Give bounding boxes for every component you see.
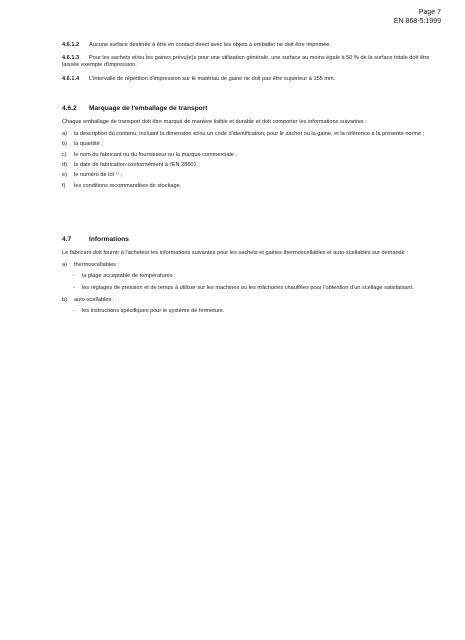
document-reference: EN 868-5:1999 (393, 17, 441, 25)
section-4-6-1-4 (62, 76, 447, 83)
section-4-7 (62, 236, 447, 316)
section-4-6-2 (62, 105, 447, 193)
list-item: f) les conditions recommandées de stockage. (62, 182, 182, 189)
marking-list (62, 131, 447, 190)
page-header (394, 9, 441, 26)
list-item: e) le numéro de lot ¹⁾ ; (62, 172, 123, 179)
section-intro: Chaque emballage de transport doit être marqué de manière lisible et durable et doit comporter les informations suivantes : (62, 119, 367, 126)
list-item: c) le nom du fabricant ou du fournisseur ou la marque commerciale ; (62, 151, 237, 158)
section-text: L'intervalle de répétition d'impression sur le matériau de gaine ne doit pas être supérieur à 155 mm. (89, 76, 336, 82)
sub-list-item: - les réglages de pression et de temps à utiliser sur les machines ou les mâchoires chauffées pour l'obtention d'un scellage satisfaisant. (73, 284, 414, 291)
section-number: 4.7 (62, 236, 72, 243)
sub-list-item: - la plage acceptable de températures ; (73, 273, 176, 280)
section-text: Aucune surface destinée à être en contact direct avec les objets à emballer ne doit être imprimée. (89, 42, 331, 48)
section-title: Marquage de l'emballage de transport (89, 105, 208, 112)
list-item-a: a) thermoscellables : (62, 261, 120, 268)
section-text: Pour les sachets et/ou les gaines prévu(e)s pour une utilisation générale, une surface au moins égale à 50 % de la surface totale doit être laissée exempte d'impression. (62, 55, 430, 69)
section-number: 4.6.1.3 (62, 55, 80, 61)
section-heading (62, 105, 447, 112)
section-number: 4.6.1.4 (62, 76, 80, 82)
section-number: 4.6.2 (62, 105, 77, 112)
list-item-b: b) auto-scellables : (62, 297, 115, 304)
section-heading (62, 236, 447, 243)
list-item: a) la description du contenu, incluant la dimension et/ou un code d'identification, pour le sachet ou la gaine, et la référence à la présente norme ; (62, 130, 425, 137)
section-4-6-1-2 (62, 42, 447, 49)
page-number: Page 7 (418, 9, 441, 16)
sub-list-item: - les instructions spécifiques pour le système de fermeture. (73, 308, 225, 315)
section-number: 4.6.1.2 (62, 42, 80, 48)
section-title: Informations (89, 236, 129, 243)
section-4-6-1-3 (62, 55, 447, 70)
list-item: b) la quantité ; (62, 141, 103, 148)
list-item: d) la date de fabrication conformément à l'EN 28601 ; (62, 162, 200, 169)
section-intro: Le fabricant doit fournir à l'acheteur les informations suivantes pour les sachets et gaines thermoscellables et auto-scellables sur demande : (62, 250, 408, 257)
